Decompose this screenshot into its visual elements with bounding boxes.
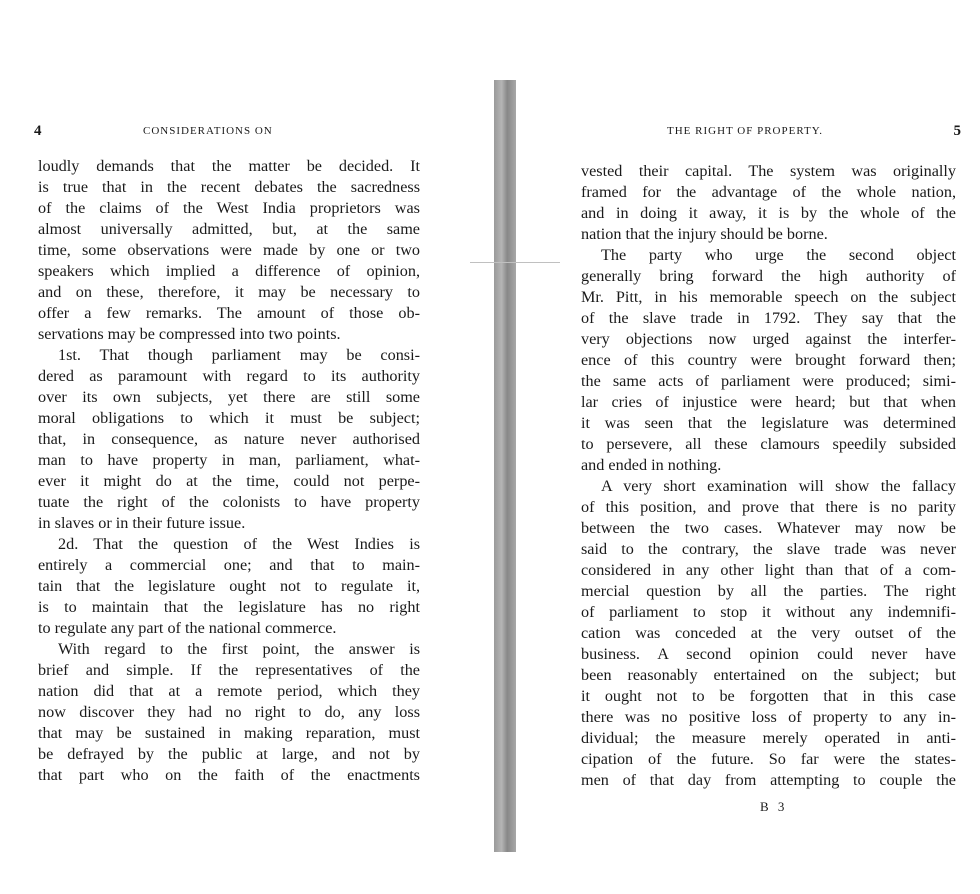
text-line: it was seen that the legislature was determined: [581, 414, 956, 432]
text-line: over its own subjects, yet there are still some: [38, 388, 420, 406]
text-line: ever it might do at the time, could not perpe-: [38, 472, 420, 490]
text-line: between the two cases. Whatever may now be: [581, 519, 956, 537]
text-line: Mr. Pitt, in his memorable speech on the subject: [581, 288, 956, 306]
text-line: that part who on the faith of the enactments: [38, 766, 420, 784]
right-body-text: [581, 161, 956, 791]
text-line: that may be sustained in making reparation, must: [38, 724, 420, 742]
text-line: vested their capital. The system was originally: [581, 162, 956, 180]
left-head-title: CONSIDERATIONS ON: [143, 125, 273, 137]
text-line: loudly demands that the matter be decided. It: [38, 157, 420, 175]
text-line: almost universally admitted, but, at the same: [38, 220, 420, 238]
text-line: dered as paramount with regard to its authority: [38, 367, 420, 385]
text-line: entirely a commercial one; and that to main-: [38, 556, 420, 574]
text-line: tain that the legislature ought not to regulate it,: [38, 577, 420, 595]
text-line: time, some observations were made by one or two: [38, 241, 420, 259]
text-line: of the slave trade in 1792. They say that the: [581, 309, 956, 327]
signature-mark: B 3: [760, 799, 788, 814]
text-line: men of that day from attempting to couple the: [581, 771, 956, 789]
right-head-title: THE RIGHT OF PROPERTY.: [667, 125, 824, 137]
text-line: brief and simple. If the representatives of the: [38, 661, 420, 679]
text-line: speakers which implied a difference of opinion,: [38, 262, 420, 280]
right-page-number: 5: [953, 123, 961, 139]
text-line: and on these, therefore, it may be necessary to: [38, 283, 420, 301]
text-line: framed for the advantage of the whole nation,: [581, 183, 956, 201]
text-line: of parliament to stop it without any indemnifi-: [581, 603, 956, 621]
text-line: in slaves or in their future issue.: [38, 514, 246, 532]
text-line: considered in any other light than that of a com-: [581, 561, 956, 579]
left-running-head: [34, 123, 420, 143]
right-running-head: [581, 123, 961, 143]
text-line: very objections now urged against the interfer-: [581, 330, 956, 348]
text-line: and ended in nothing.: [581, 456, 722, 474]
text-line: is to maintain that the legislature has no right: [38, 598, 420, 616]
text-line: The party who urge the second object: [601, 246, 956, 264]
left-page-number: 4: [34, 123, 42, 139]
text-line: that, in consequence, as nature never authorised: [38, 430, 420, 448]
text-line: 2d. That the question of the West Indies is: [58, 535, 420, 553]
text-line: and in doing it away, it is by the whole of the: [581, 204, 956, 222]
text-line: offer a few remarks. The amount of those ob-: [38, 304, 420, 322]
text-line: been reasonably entertained on the subject; but: [581, 666, 956, 684]
text-line: With regard to the first point, the answer is: [58, 640, 420, 658]
text-line: nation that the injury should be borne.: [581, 225, 828, 243]
text-line: man to have property in man, parliament, what-: [38, 451, 420, 469]
text-line: is true that in the recent debates the sacredness: [38, 178, 420, 196]
left-body-text: [38, 156, 420, 786]
text-line: be defrayed by the public at large, and not by: [38, 745, 420, 763]
text-line: tuate the right of the colonists to have property: [38, 493, 420, 511]
text-line: ence of this country were brought forward then;: [581, 351, 956, 369]
text-line: of the claims of the West India proprietors was: [38, 199, 420, 217]
text-line: there was no positive loss of property to any in-: [581, 708, 956, 726]
text-line: it ought not to be forgotten that in this case: [581, 687, 956, 705]
book-gutter: [494, 80, 516, 852]
text-line: said to the contrary, the slave trade was never: [581, 540, 956, 558]
text-line: now discover they had no right to do, any loss: [38, 703, 420, 721]
text-line: mercial question by all the parties. The right: [581, 582, 956, 600]
text-line: generally bring forward the high authority of: [581, 267, 956, 285]
text-line: cation was conceded at the very outset of the: [581, 624, 956, 642]
text-line: of this position, and prove that there is no parity: [581, 498, 956, 516]
text-line: nation did that at a remote period, which they: [38, 682, 420, 700]
text-line: A very short examination will show the fallacy: [601, 477, 956, 495]
text-line: dividual; the measure merely operated in anti-: [581, 729, 956, 747]
text-line: servations may be compressed into two points.: [38, 325, 341, 343]
text-line: moral obligations to which it must be subject;: [38, 409, 420, 427]
text-line: to persevere, all these clamours speedily subsided: [581, 435, 956, 453]
scan-line: [470, 262, 560, 263]
text-line: to regulate any part of the national commerce.: [38, 619, 337, 637]
text-line: business. A second opinion could never have: [581, 645, 956, 663]
text-line: the same acts of parliament were produced; simi-: [581, 372, 956, 390]
text-line: cipation of the future. So far were the states-: [581, 750, 956, 768]
text-line: 1st. That though parliament may be consi-: [58, 346, 420, 364]
text-line: lar cries of injustice were heard; but that when: [581, 393, 956, 411]
